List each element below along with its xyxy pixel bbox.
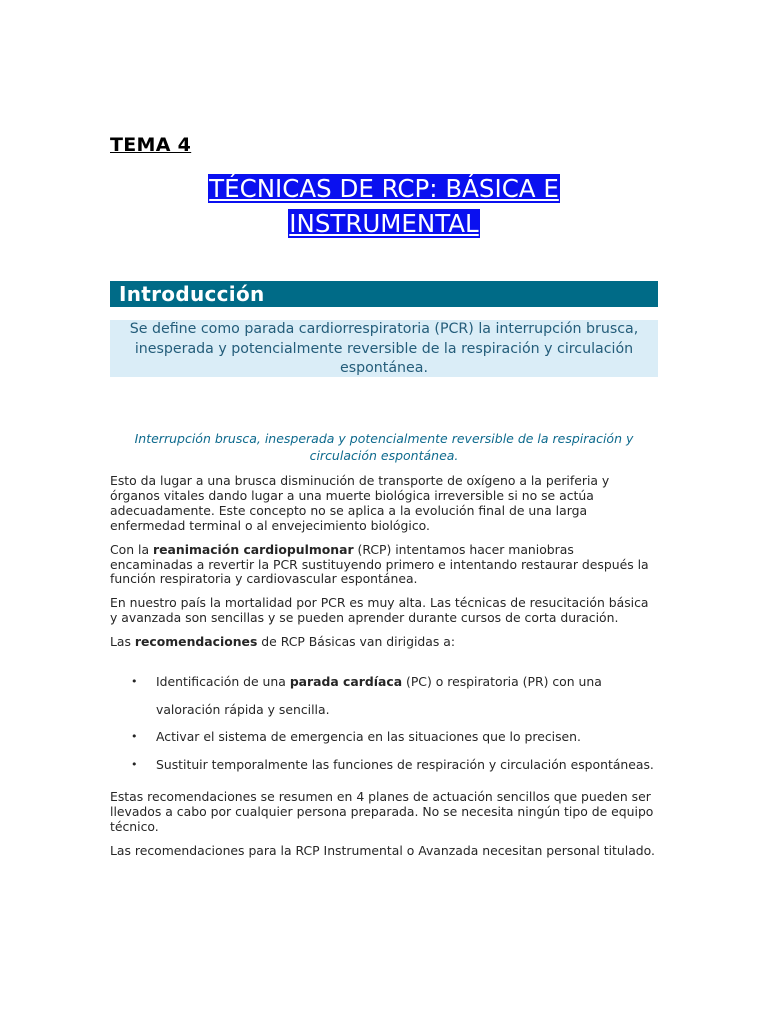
list-item <box>110 751 658 779</box>
paragraph-4 <box>110 635 658 650</box>
paragraph-4-post: de RCP Básicas van dirigidas a: <box>257 634 456 650</box>
paragraph-2-bold: reanimación cardiopulmonar <box>153 541 354 557</box>
list-item <box>110 668 658 723</box>
bullet-icon: • <box>131 730 138 744</box>
highlight-quote: Interrupción brusca, inesperada y potencialmente reversible de la respiración y circulación espontánea. <box>134 431 634 463</box>
paragraph-2-pre: Con la <box>110 541 153 557</box>
paragraph-3: En nuestro país la mortalidad por PCR es muy alta. Las técnicas de resucitación básica y avanzada son sencillas y se pueden aprender durante cursos de corta duración. <box>110 595 649 626</box>
title-line-2: INSTRUMENTAL <box>289 209 479 238</box>
document-title <box>110 171 658 241</box>
paragraph-5: Estas recomendaciones se resumen en 4 planes de actuación sencillos que pueden ser llevados a cabo por cualquier persona preparada. No se necesita ningún tipo de equipo técnico. <box>110 789 654 834</box>
recommendations-list <box>110 668 658 778</box>
paragraph-4-bold: recomendaciones <box>134 634 258 650</box>
list-item-text: Sustituir temporalmente las funciones de respiración y circulación espontáneas. <box>156 756 654 772</box>
chapter-label: TEMA 4 <box>110 134 192 156</box>
paragraph-2 <box>110 543 658 588</box>
list-item <box>110 723 658 751</box>
bullet-icon: • <box>131 757 138 771</box>
body-text <box>110 474 658 868</box>
paragraph-1: Esto da lugar a una brusca disminución de transporte de oxígeno a la periferia y órganos vitales dando lugar a una muerte biológica irreversible si no se actúa adecuadamente. Este concepto no se aplica a la evolución final de una larga enfermedad terminal o al envejecimiento biológico. <box>110 473 610 533</box>
definition-box: Se define como parada cardiorrespiratoria (PCR) la interrupción brusca, inesperada y potencialmente reversible de la respiración y circulación espontánea. <box>110 320 658 377</box>
list-item-text-post: (PC) o respiratoria (PR) con una valoración rápida y sencilla. <box>156 674 602 717</box>
list-item-text: Identificación de una <box>156 674 290 690</box>
paragraph-2-post: (RCP) intentamos hacer maniobras encaminadas a revertir la PCR sustituyendo primero e intentando restaurar después la función respiratoria y cardiovascular espontánea. <box>110 541 649 587</box>
bullet-icon: • <box>131 675 138 689</box>
section-heading-introduccion: Introducción <box>110 281 658 307</box>
list-item-text: Activar el sistema de emergencia en las situaciones que lo precisen. <box>156 729 581 745</box>
title-line-1: TÉCNICAS DE RCP: BÁSICA E <box>209 174 559 203</box>
list-item-bold: parada cardíaca <box>289 674 403 690</box>
paragraph-6: Las recomendaciones para la RCP Instrumental o Avanzada necesitan personal titulado. <box>110 842 655 858</box>
paragraph-4-pre: Las <box>110 634 135 650</box>
